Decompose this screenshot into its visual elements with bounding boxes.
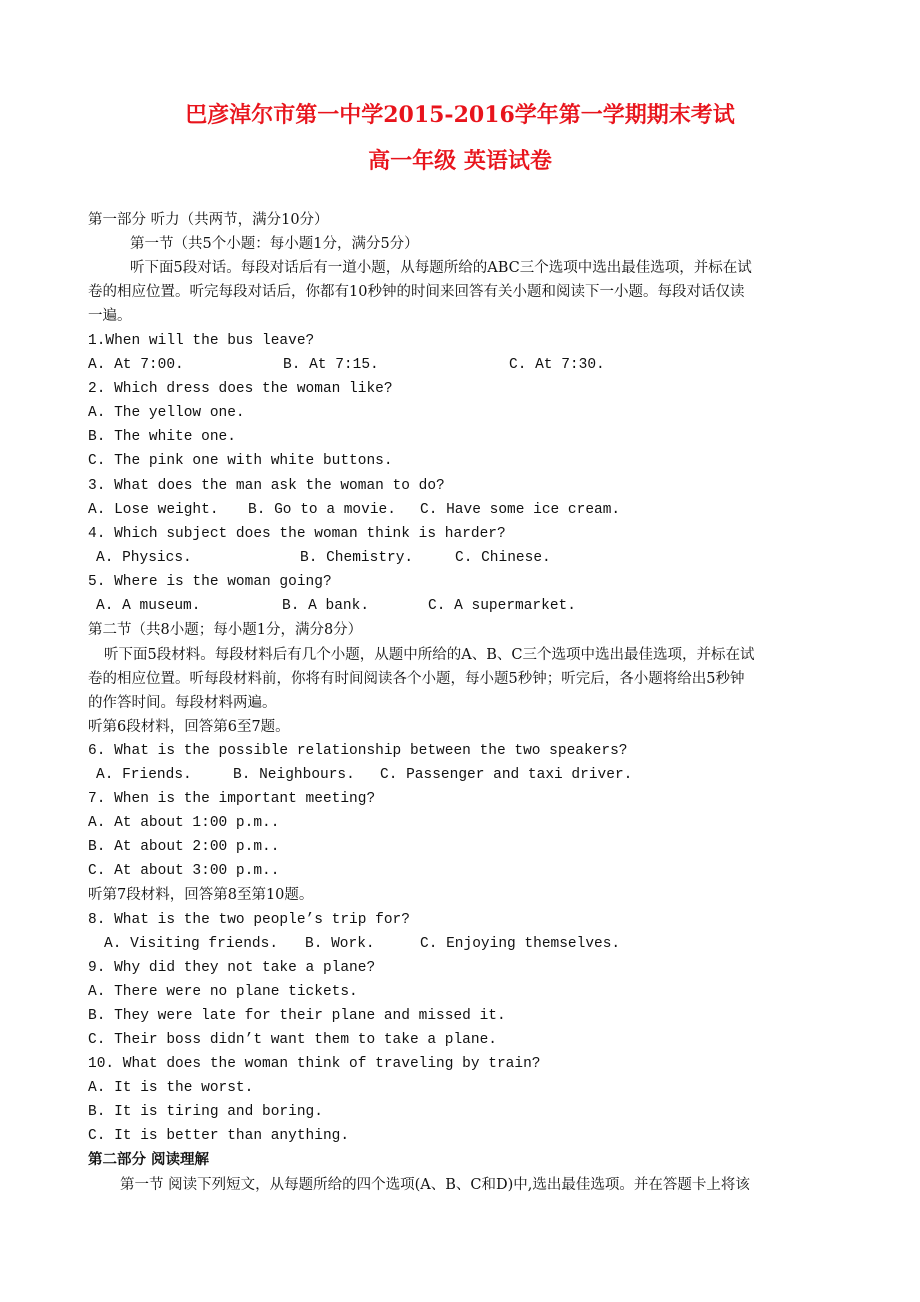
option: B. At about 2:00 p.m..: [88, 839, 280, 855]
question: 3. What does the man ask the woman to do?: [88, 478, 445, 494]
option: C. At 7:30.: [509, 357, 605, 373]
part2-section1-instruction: 第一节 阅读下列短文，从每题所给的四个选项(A、B、C和D)中,选出最佳选项。并在答题卡上将该: [120, 1177, 750, 1193]
instruction-line: 听下面5段对话。每段对话后有一道小题，从每题所给的ABC三个选项中选出最佳选项，并标在试: [130, 260, 752, 276]
option: B. It is tiring and boring.: [88, 1104, 323, 1120]
option: A. It is the worst.: [88, 1080, 254, 1096]
option: A. A museum.: [96, 598, 201, 614]
section1-heading: 第一节（共5个小题：每小题1分，满分5分）: [130, 236, 419, 252]
option: B. The white one.: [88, 429, 236, 445]
material-heading: 听第6段材料，回答第6至7题。: [88, 719, 290, 735]
exam-title: 巴彦淖尔市第一中学2015-2016学年第一学期期末考试: [185, 102, 735, 128]
question: 5. Where is the woman going?: [88, 574, 332, 590]
option: A. At 7:00.: [88, 357, 184, 373]
question: 4. Which subject does the woman think is harder?: [88, 526, 506, 542]
instruction-line: 卷的相应位置。听每段材料前，你将有时间阅读各个小题，每小题5秒钟；听完后，各小题将给出5秒钟: [88, 671, 745, 687]
instruction-line: 听下面5段材料。每段材料后有几个小题，从题中所给的A、B、C三个选项中选出最佳选项，并标在试: [104, 647, 755, 663]
exam-subtitle: 高一年级 英语试卷: [368, 148, 552, 174]
option: A. At about 1:00 p.m..: [88, 815, 280, 831]
instruction-line: 一遍。: [88, 308, 132, 324]
option: C. Have some ice cream.: [420, 502, 621, 518]
option: A. Physics.: [96, 550, 192, 566]
option: B. At 7:15.: [283, 357, 379, 373]
option: B. Neighbours.: [233, 767, 355, 783]
option: B. Chemistry.: [300, 550, 414, 566]
question: 9. Why did they not take a plane?: [88, 960, 376, 976]
instruction-line: 卷的相应位置。听完每段对话后，你都有10秒钟的时间来回答有关小题和阅读下一小题。每段对话仅读: [88, 284, 745, 300]
question: 6. What is the possible relationship between the two speakers?: [88, 743, 628, 759]
option: C. Their boss didn’t want them to take a plane.: [88, 1032, 497, 1048]
option: C. Passenger and taxi driver.: [380, 767, 633, 783]
option: B. They were late for their plane and missed it.: [88, 1008, 506, 1024]
option: A. Visiting friends.: [104, 936, 279, 952]
section2-heading: 第二节（共8小题；每小题1分，满分8分）: [88, 622, 363, 638]
question: 2. Which dress does the woman like?: [88, 381, 393, 397]
option: B. Go to a movie.: [248, 502, 396, 518]
part2-heading: 第二部分 阅读理解: [88, 1151, 210, 1168]
question: 10. What does the woman think of traveling by train?: [88, 1056, 541, 1072]
option: A. Friends.: [96, 767, 192, 783]
option: C. Chinese.: [455, 550, 551, 566]
option: B. Work.: [305, 936, 375, 952]
part1-heading: 第一部分 听力（共两节，满分10分）: [88, 212, 329, 228]
option: C. A supermarket.: [428, 598, 576, 614]
question: 8. What is the two people’s trip for?: [88, 912, 410, 928]
option: C. Enjoying themselves.: [420, 936, 621, 952]
option: A. The yellow one.: [88, 405, 245, 421]
option: A. Lose weight.: [88, 502, 219, 518]
material-heading: 听第7段材料，回答第8至第10题。: [88, 887, 314, 903]
instruction-line: 的作答时间。每段材料两遍。: [88, 695, 277, 711]
option: C. At about 3:00 p.m..: [88, 863, 280, 879]
option: A. There were no plane tickets.: [88, 984, 358, 1000]
option: B. A bank.: [282, 598, 370, 614]
option: C. It is better than anything.: [88, 1128, 350, 1144]
question: 7. When is the important meeting?: [88, 791, 376, 807]
question: 1.When will the bus leave?: [88, 333, 315, 349]
option: C. The pink one with white buttons.: [88, 453, 393, 469]
